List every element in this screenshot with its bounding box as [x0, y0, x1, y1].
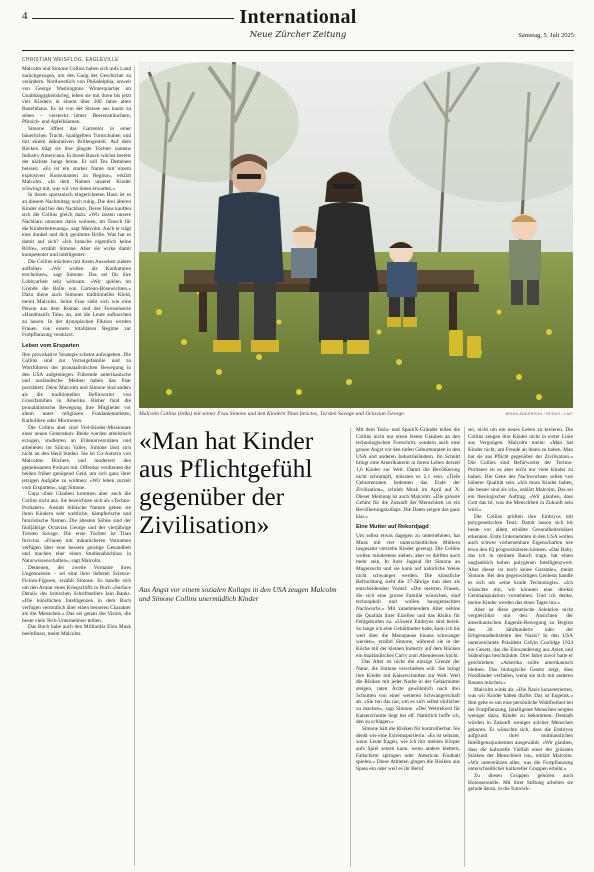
paragraph: Simone hält die Risiken für kontrollierbar. Sie denkt wie eine Extremsportlerin: «Es ist seltsam, wenn Leute fragen, wie ich mir meinen Körper aufs Spiel setzen kann, wenn andere klettern, Fallschirm springen oder American Football spielen.» Diese Athleten gingen die Risiken aus Spass ein oder weil es ihr Beruf — [356, 725, 460, 772]
paragraph: Das Buch habe auch den Milliardär Elon Musk beeinflusst, meint Malcolm. — [22, 624, 131, 638]
column-divider — [464, 427, 465, 867]
section-title: International — [239, 6, 357, 28]
paragraph: Zu diesen Gruppen gehören auch Homosexuelle. Mit ihrer Stiftung arbeiten sie gerade daran, in die Entwick- — [468, 773, 573, 793]
paragraph: Ihre provokative Strategie scheint aufzugehen. Die Collins sind zur Vorzeigefamilie und zu Wortführern der pronatalistischen Bewegung in den USA aufgestiegen. Führende amerikanische und ausländische Medien haben das Paar porträtiert. Denn Malcolm und Simone sind anders als die traditionellen Befürworter von Grossfamilien in Amerika. Bisher fand die pronatalistische Bewegung ihre Mitglieder vor allem unter religiösen Fundamentalisten, Katholiken oder Mormonen. — [22, 351, 131, 425]
photo-caption: Malcolm Collins (links) mit seiner Frau Simone und den Kindern Titan Invictus, Torsten Savage und Octavian George. — [139, 411, 406, 417]
column-divider — [350, 427, 351, 867]
subheading: Eine Mutter auf Rekordjagd — [356, 524, 429, 531]
article-subhead: Aus Angst vor einem sozialen Kollaps in den USA zeugen Malcolm und Simone Collins unermüdlich Kinder — [139, 585, 337, 604]
paragraph: Das Alter ist nicht die einzige Grenze der Natur, die Simone verschieben will. Sie bringt ihre Kinder mit Kaiserschnitten zur Welt. Weil die Risiken mit jeder Narbe in der Gebärmutter steigen, raten Ärzte gewöhnlich nach drei Schnitten von einer weiteren Schwangerschaft ab. «Sie tun das nur, um es sich selbst einfacher zu machen», sagt Simone. «Der Weltrekord für Kaiserschnitte liegt bei elf. Natürlich hoffe ich, den zu schlagen.» — [356, 659, 460, 726]
page-number: 4 — [22, 10, 28, 22]
issue-date: Samstag, 5. Juli 2025 — [518, 32, 574, 39]
article-column-3 — [468, 427, 573, 867]
paragraph: Um selbst etwas dagegen zu unternehmen, hat Musk mit vier unterschiedlichen Müttern insgesamt vierzehn Kinder gezeugt. Die Collins wollen mindestens sieben, aber es dürften auch mehr sein. In ihrer Jugend litt Simone an Magersucht und sie kann auf natürliche Weise nicht schwanger werden. Die künstliche Befruchtung sieht die 37-Jährige nun aber als entscheidenden Vorteil: «Die meisten Frauen, die sich eine grosse Familie wünschen, sind technophob und wollen hausgemachten Nachwuchs.» Mit zunehmendem Alter nehme die Qualität ihrer Eizellen und das Risiko für Fehlgeburten zu. «Unsere Embryos sind bereit. So lange ich eine Gebärmutter habe, kann ich bis weit über die Menopause hinaus schwanger werden», erzählt Simone, während sie in der Küche mit der kleinen Industry auf dem Rücken ein thailändisches Curry zum Abendessen kocht. — [356, 532, 460, 659]
child-figure-1 — [291, 225, 317, 278]
paragraph: Aber ist diese genetische Selektion nicht vergleichbar mit den Ansichten der amerikanischen Eugenik-Bewegung zu Beginn des 20. Jahrhunderts oder der Erbgesundheitslehre der Nazis? In den USA unterzeichnete Präsident Calvin Coolidge 1924 ein Gesetz, das die Einwanderung aus Asien und Südeuropa beschränkte. Drei Jahre zuvor hatte er geschrieben: «Amerika sollte amerikanisch bleiben. Das biologische Gesetz zeigt, dass Nordländer verfallen, wenn sie sich mit anderen Rassen mischen.» — [468, 606, 573, 686]
article-photo — [139, 62, 573, 408]
column-divider — [134, 66, 135, 866]
article-headline: «Man hat Kinder aus Pflichtgefühl gegenüber der Zivilisation» — [139, 426, 314, 539]
paragraph: In ihrem spartanisch eingerichteten Haus ist es an diesem Nachmittag noch ruhig. Die drei älteren Kinder sind bei den Nachbarn. Deren Haus kauften sich die Collins gleich dazu. «Wir lassen unsere Nachbarn umsonst darin wohnen, im Tausch für die Kinderbetreuung», sagt Malcolm. Auch er trägt eine dunkel und dick gerahmte Brille. Was hat es damit auf sich? «Ich brauche eigentlich keine Brille», erzählt Simone. Aber sie wirke damit kompetenter und intelligenter. — [22, 192, 131, 259]
article-column-2 — [356, 427, 460, 867]
paragraph: Malcolm und Simone Collins haben sich aufs Land zurückgezogen, um den Gang der Geschichte zu verändern. Nordwestlich von Philadelphia, unweit von George Washingtons Winterquartier im Unabhängigkeitskrieg, leben sie mit ihren bis jetzt vier Kindern in einem über 200 Jahre alten Bauernhaus. Es ist von der Strasse aus kaum zu sehen – versteckt hinter Beerensträuchern, Pfirsich- und Apfelbäumen. — [22, 66, 131, 126]
article-column-1 — [22, 66, 131, 866]
page-header — [22, 6, 574, 52]
paragraph: Simone öffnet das Gartentor in einer bäuerlichen Tracht, knallgelben Turnschuhen und mit einem dekorativen Brillengestell. Auf dem Rücken trägt sie ihre jüngste Tochter namens Industry Americana. In ihrem Bauch wächst bereits der nächste Junge heran. Er soll Tex Demenen heissen. «Es ist ein starker Name mit einem explosiven Konsonanten zu Beginn», erklärt Malcolm. «In dem Namen unserer Kinder schwingt mit, was wir von ihnen erwarten.» — [22, 125, 131, 192]
byline-credit: CHRISTIAN WEISFLOG, EAGLEVILLE — [22, 57, 119, 63]
paragraph: Demenen, der zweite Vorname ihres Ungeborenen – sei eine ihrer liebsten Science-Fiction-Figuren, erzählt Simone. Es handle sich um den Avatar eines Kriegschiffs in Buch «Surface Detail» des britischen Schriftstellers Iain Banks. «Die künstlichen Intelligenzen in dem Buch verfügen vermutlich über einen besseren Charakter als die Menschen.» Das sei genau die Vision, die heute viele Tech-Unternehmer teilten. — [22, 564, 131, 624]
paragraph: Die Collins prüften ihre Embryos mit polygenetischen Tests. Damit lassen sich bis heute vor allem erhöhte Gesundheitsrisiken erkennen. Erste Unternehmen in den USA wollen auch schwer vorhersehbare Eigenschaften wie etwa den IQ prognostizieren können. «Das Baby, das ich in meinem Bauch trage, hat einen unglaublich hohen polygenen Intelligenzwert. Aber dieser ist noch keine Garantie», meint Simone. Bei den gegenwärtigen Gentests handle es sich um «eine krude Technologie». «Ich wünschte mir, wir könnten eine direkte Genmanipulation vornehmen. Und ich denke, meine Kinder werden das eines Tages tun.» — [468, 513, 573, 607]
header-rule — [22, 50, 574, 51]
photo-credit: BRIAN ANDERSON / REDUX / LAIF — [505, 412, 573, 416]
newspaper-name: Neue Zürcher Zeitung — [249, 30, 347, 40]
subheading: Leben vom Ersparten — [22, 342, 80, 349]
paragraph: Die Collins aber sind Viel-Kinder-Missionare einer neuen Generation: Beide wurden atheistisch erzogen, studierten an Eliteuniversitäten und arbeiteten im Silicon Valley. Simone lässt sich nicht an den Herd binden. Sie ist Co-Autorin von Malcolms Büchern und moderiert den gemeinsamen Podcast mit. Offenbar verdienten die beiden früher genügend Geld, um sich ganz ihrer jetzigen Aufgabe zu widmen: «Wir leben zurzeit vom Ersparten», sagt Simone. — [22, 424, 131, 491]
family-photo-illustration — [139, 62, 573, 408]
paragraph: sei, nicht um ein neues Leben zu kreieren. Die Collins zeugen ihre Kinder nicht in erster Linie aus Vergnügen. Malcolm meint: «Man hat Kinder nicht, um Freude an ihnen zu haben. Man hat sie aus Pflicht gegenüber der Zivilisation.» Die Collins sind Befürworter der Techno-Puritaner ist es aber nicht nur viele Kinder zu haben. Die Gene des Nachwuchses sollen von höherer Qualität sein. «Ich muss Kinder haben, die besser sind als ich», erklärt Malcolm. Das sei ein theologischer Auftrag. «Wir glauben, dass Gott das ist, was die Menschheit in Zukunft sein wird.» — [468, 427, 573, 513]
paragraph: Malcolm winkt ab: «Die Nazis konzentrierten, was wir Kinder haben dürfte. Das ist Eugenik.» Ihm gehe es um eine persönliche Wahlfreiheit bei der Fortpflanzung. Intelligente Menschen neigten weniger dazu, Kinder zu bekommen. Deshalb würden in Zukunft weniger solcher Menschen geboren. Er wünschte sich, dass die Embryos aufgrund ihrer mutmasslichen Intelligenzquotienten ausgewählt. «Wir glauben, dass die kulturelle Vielfalt einer der grössten Stärken der Menschheit ist», erklärt Malcolm. «Wir unterstützen alles, was die Fortpflanzung unterschiedlicher kultureller Gruppen erhöht.» — [468, 686, 573, 773]
paragraph: Ganz ohne Glauben kommen aber auch die Collins nicht aus. Sie bezeichnen sich als «Techno-Puritaner». Anstatt biblische Namen geben sie ihren Kindern sehr weltliche, kämpferische und futuristische Namen. Die ältesten Söhne sind der fünfjährige Octavian George und der vierjährige Torsten Savage. Die erste Tochter ist Titan Invictus. «Frauen mit männlicheren Vornamen verfügen über eine bessere geistige Gesundheit und machen eher einen Studienabschluss in Naturwissenschaften», sagt Malcolm. — [22, 491, 131, 564]
paragraph: Mit dem Tesla- und SpaceX-Gründer teilen die Collins nicht nur einen festen Glauben an den technologischen Fortschritt, sondern auch eine grosse Angst vor den tiefen Geburtenraten in den USA und anderen Industrieländern. Im Schnitt bringt eine Amerikanerin in ihrem Leben derzeit 1,6 Kinder zur Welt. Damit die Bevölkerung nicht schrumpft, müssten es 2,1 sein. «Tiefe Geburtenraten bedeuten das Ende der Zivilisation», schrieb Musk im April auf X. Dieser Meinung ist auch Malcolm: «Die grösste Gefahr für die Zukunft der Menschheit ist ein Bevölkerungskollaps. Die Daten zeigen das ganz klar.» — [356, 427, 460, 520]
paragraph: Die Collins möchten mit ihrem Aussehen zudem auffallen: «Wir wollen als Karikaturen erscheinen», sagt Simone. Das sei für ihre Lobbyarbeit sehr wirksam. «Wir spielen im Grunde die Rolle von Cartoon-Bösewichten.» Dazu diene auch Simones traditionelles Kleid, meint Malcolm. Seine Frau sieht sich wie eine Person aus dem Roman und der Fernsehserie «Handmaid's Tale» an, um die Leute aufhorchen zu lassen. In der dystopischen Fiktion werden Frauen von einem totalitären Regime zur Fortpflanzung versklavt. — [22, 259, 131, 339]
